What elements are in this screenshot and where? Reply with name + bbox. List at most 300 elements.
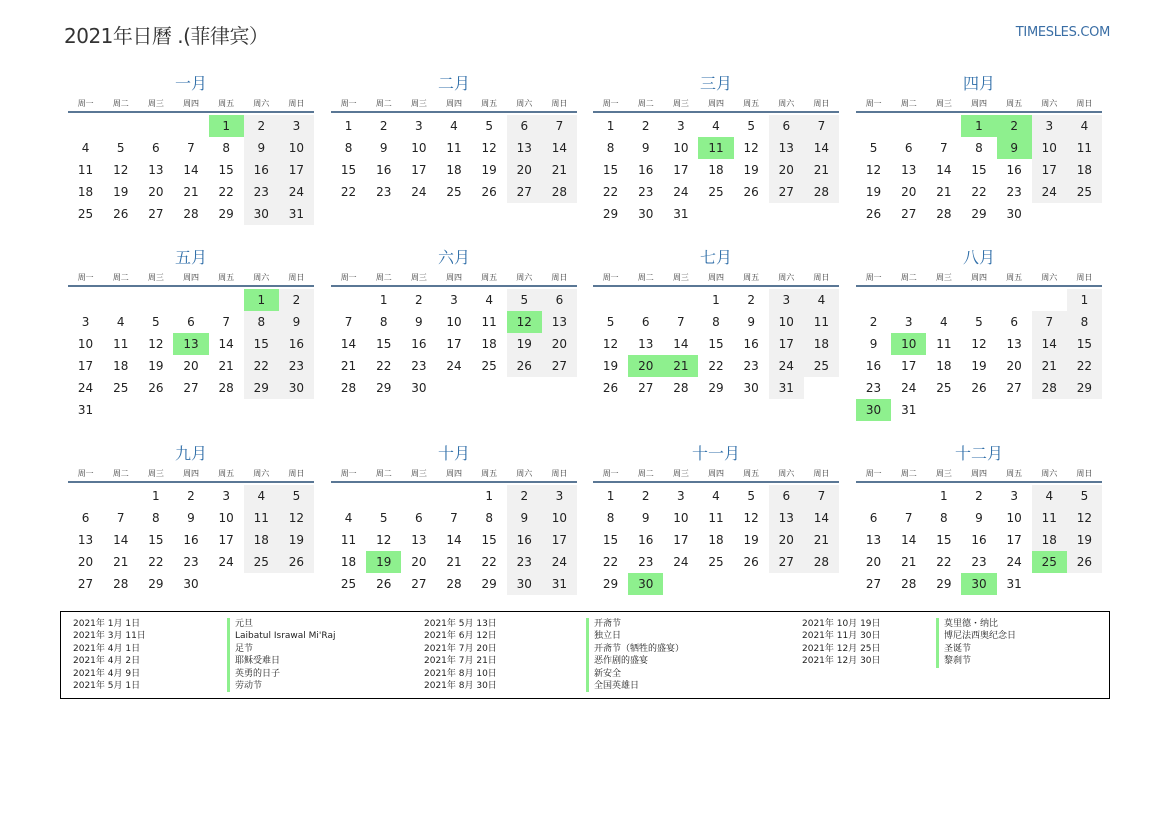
day-grid (331, 115, 577, 203)
day-cell-empty (68, 115, 103, 137)
day-cell: 30 (279, 377, 314, 399)
weekday-label: 周三 (935, 99, 952, 108)
day-cell: 28 (446, 577, 462, 591)
day-cell: 19 (865, 185, 882, 199)
day-cell-empty (593, 289, 628, 311)
day-cell: 13 (542, 311, 577, 333)
day-cell: 21 (936, 185, 952, 199)
day-cell-holiday: 12 (507, 311, 542, 333)
weekday-label: 周一 (340, 469, 357, 478)
day-cell: 9 (279, 311, 314, 333)
day-cell: 17 (1006, 533, 1022, 547)
holiday-date: 2021年 6月 12日 (424, 631, 497, 642)
day-cell: 8 (152, 511, 160, 525)
day-cell: 8 (344, 141, 353, 155)
day-cell-empty (1032, 289, 1067, 311)
day-cell: 28 (183, 207, 199, 221)
day-cell: 11 (113, 337, 129, 351)
day-cell: 8 (485, 511, 493, 525)
weekday-label: 周一 (340, 99, 357, 108)
day-cell-empty (961, 289, 996, 311)
day-cell: 2 (279, 289, 314, 311)
day-cell: 23 (1006, 185, 1022, 199)
weekday-label: 周二 (112, 273, 129, 282)
day-cell: 8 (222, 141, 230, 155)
day-cell: 26 (1067, 551, 1102, 573)
day-cell: 13 (77, 533, 94, 547)
holiday-name: 恶作剧的盛宴 (586, 655, 684, 667)
day-cell: 22 (936, 555, 952, 569)
weekday-label: 周一 (602, 469, 619, 478)
day-cell: 9 (975, 511, 983, 525)
day-cell: 18 (340, 555, 357, 569)
day-cell: 17 (769, 333, 804, 355)
day-cell: 29 (971, 207, 987, 221)
day-cell: 6 (187, 315, 195, 329)
day-cell: 25 (1067, 181, 1102, 203)
day-cell: 1 (940, 489, 948, 503)
day-cell: 24 (542, 551, 577, 573)
weekday-label: 周六 (778, 273, 795, 282)
day-cell: 22 (376, 359, 392, 373)
day-cell: 18 (804, 333, 839, 355)
day-cell-empty (173, 289, 208, 311)
day-cell: 14 (936, 163, 952, 177)
day-cell: 18 (1032, 529, 1067, 551)
day-cell: 10 (542, 507, 577, 529)
day-cell: 12 (743, 511, 759, 525)
day-cell: 18 (113, 359, 129, 373)
day-cell: 18 (481, 337, 497, 351)
day-cell: 16 (411, 337, 427, 351)
weekday-header (593, 467, 839, 483)
weekday-label: 周五 (1006, 469, 1023, 478)
day-cell: 20 (77, 555, 94, 569)
day-cell: 17 (77, 359, 94, 373)
day-cell-empty (401, 485, 436, 507)
holiday-name: 莫里德・纳比 (936, 618, 1016, 630)
day-cell: 14 (113, 533, 129, 547)
day-grid (856, 485, 1102, 595)
day-cell: 11 (244, 507, 279, 529)
day-cell: 28 (673, 381, 689, 395)
month-title: 二月 (437, 74, 470, 93)
day-cell: 3 (677, 119, 685, 133)
day-cell: 30 (411, 381, 427, 395)
day-cell: 28 (936, 207, 952, 221)
day-cell-empty (926, 115, 961, 137)
day-cell: 16 (865, 359, 882, 373)
day-cell: 4 (1032, 485, 1067, 507)
holiday-name: 新安全 (586, 668, 684, 680)
day-cell: 17 (411, 163, 427, 177)
day-cell: 27 (865, 577, 882, 591)
day-cell: 7 (542, 115, 577, 137)
month-block (856, 248, 1102, 421)
weekday-label: 周一 (865, 273, 882, 282)
day-cell: 23 (865, 381, 882, 395)
weekday-label: 周一 (77, 273, 94, 282)
day-cell: 5 (606, 315, 615, 329)
day-cell: 2 (507, 485, 542, 507)
day-cell-empty (628, 289, 663, 311)
day-cell: 9 (507, 507, 542, 529)
weekday-label: 周日 (813, 99, 830, 108)
day-cell: 22 (971, 185, 987, 199)
day-cell: 23 (638, 185, 654, 199)
holiday-dates-col-3 (802, 618, 881, 668)
month-block (331, 248, 577, 399)
day-cell: 7 (677, 315, 685, 329)
day-cell: 26 (507, 355, 542, 377)
day-cell: 2 (747, 293, 755, 307)
holiday-date: 2021年 4月 9日 (73, 668, 141, 679)
day-cell: 29 (1067, 377, 1102, 399)
day-cell: 11 (481, 315, 497, 329)
day-cell: 8 (606, 511, 615, 525)
day-cell: 21 (113, 555, 129, 569)
day-cell: 19 (481, 163, 497, 177)
day-cell: 12 (376, 533, 392, 547)
month-title: 六月 (437, 248, 470, 267)
day-cell: 29 (218, 207, 234, 221)
day-cell: 13 (507, 137, 542, 159)
holiday-date: 2021年 10月 19日 (802, 619, 881, 629)
day-cell: 7 (904, 511, 913, 525)
day-cell: 15 (481, 533, 497, 547)
weekday-label: 周日 (288, 273, 305, 282)
day-cell: 11 (804, 311, 839, 333)
day-cell: 27 (411, 577, 427, 591)
day-cell: 1 (606, 119, 615, 133)
day-cell-holiday: 10 (891, 333, 926, 355)
day-cell: 17 (218, 533, 234, 547)
day-cell: 18 (77, 185, 94, 199)
day-cell-empty (891, 289, 926, 311)
holiday-dates-col-2 (424, 618, 497, 692)
day-cell-holiday: 9 (997, 137, 1032, 159)
day-cell: 8 (379, 315, 388, 329)
day-cell: 15 (971, 163, 987, 177)
day-cell: 10 (769, 311, 804, 333)
weekday-label: 周四 (445, 469, 462, 478)
weekday-label: 周二 (900, 469, 917, 478)
day-cell: 3 (81, 315, 90, 329)
day-cell-empty (68, 485, 103, 507)
day-cell: 5 (152, 315, 160, 329)
month-block (856, 74, 1102, 225)
day-cell: 15 (244, 333, 279, 355)
day-cell: 27 (77, 577, 94, 591)
month-block (856, 444, 1102, 595)
day-cell: 10 (279, 137, 314, 159)
day-cell: 13 (769, 137, 804, 159)
day-cell: 3 (904, 315, 913, 329)
day-cell: 12 (971, 337, 987, 351)
weekday-label: 周二 (637, 469, 654, 478)
weekday-label: 周五 (218, 469, 235, 478)
day-cell: 16 (376, 163, 392, 177)
day-cell: 25 (244, 551, 279, 573)
holiday-dates-col-1 (73, 618, 146, 692)
month-title: 一月 (174, 74, 207, 93)
day-cell: 21 (804, 529, 839, 551)
day-cell: 15 (340, 163, 357, 177)
day-cell: 16 (1006, 163, 1022, 177)
day-cell-empty (209, 289, 244, 311)
holiday-name: 独立日 (586, 630, 684, 642)
day-cell: 5 (975, 315, 983, 329)
day-cell: 22 (244, 355, 279, 377)
day-cell: 31 (769, 377, 804, 399)
day-cell: 25 (708, 185, 724, 199)
day-cell: 15 (148, 533, 164, 547)
day-cell: 14 (804, 137, 839, 159)
day-cell: 22 (602, 555, 619, 569)
day-cell: 14 (340, 337, 357, 351)
holiday-name: 开斋节（牺牲的盛宴） (586, 643, 684, 655)
day-cell-empty (997, 289, 1032, 311)
day-cell-holiday: 2 (997, 115, 1032, 137)
day-cell: 9 (869, 337, 878, 351)
day-cell: 21 (340, 359, 357, 373)
weekday-label: 周日 (813, 469, 830, 478)
day-grid (856, 289, 1102, 421)
holiday-date: 2021年 12月 30日 (802, 656, 881, 667)
day-cell: 8 (244, 311, 279, 333)
day-cell: 31 (542, 573, 577, 595)
day-cell: 3 (450, 293, 458, 307)
day-cell: 3 (542, 485, 577, 507)
day-cell: 3 (1032, 115, 1067, 137)
day-cell-holiday: 20 (628, 355, 663, 377)
day-cell: 28 (804, 181, 839, 203)
weekday-label: 周一 (77, 99, 94, 108)
weekday-label: 周五 (1006, 99, 1023, 108)
day-cell: 4 (804, 289, 839, 311)
month-title: 十一月 (691, 444, 740, 463)
weekday-header (331, 467, 577, 483)
weekday-label: 周日 (288, 469, 305, 478)
day-cell: 20 (542, 333, 577, 355)
month-block (68, 74, 314, 225)
day-cell: 23 (971, 555, 987, 569)
weekday-label: 周五 (743, 273, 760, 282)
holiday-name: 英勇的日子 (227, 668, 335, 680)
day-cell: 6 (81, 511, 90, 525)
weekday-label: 周一 (602, 273, 619, 282)
day-cell-empty (663, 289, 698, 311)
weekday-label: 周六 (253, 99, 270, 108)
day-cell: 25 (113, 381, 129, 395)
weekday-header (593, 271, 839, 287)
month-block (331, 74, 577, 203)
weekday-label: 周三 (672, 99, 689, 108)
day-cell: 14 (901, 533, 917, 547)
day-cell: 26 (481, 185, 497, 199)
holiday-names-col-2 (586, 618, 684, 692)
day-cell: 6 (641, 315, 650, 329)
weekday-label: 周日 (551, 469, 568, 478)
day-cell: 24 (769, 355, 804, 377)
day-cell: 28 (1032, 377, 1067, 399)
day-cell: 19 (1067, 529, 1102, 551)
day-cell: 4 (81, 141, 90, 155)
day-cell: 13 (865, 533, 882, 547)
day-cell: 16 (507, 529, 542, 551)
day-cell: 11 (340, 533, 357, 547)
weekday-label: 周一 (602, 99, 619, 108)
day-cell: 8 (712, 315, 720, 329)
day-cell: 18 (936, 359, 952, 373)
day-cell: 2 (415, 293, 423, 307)
weekday-label: 周二 (637, 273, 654, 282)
weekday-label: 周六 (516, 99, 533, 108)
day-cell: 27 (148, 207, 164, 221)
weekday-header (68, 467, 314, 483)
day-cell: 24 (1032, 181, 1067, 203)
day-cell: 14 (1032, 333, 1067, 355)
day-cell: 1 (1067, 289, 1102, 311)
weekday-label: 周六 (1041, 469, 1058, 478)
day-cell: 3 (222, 489, 230, 503)
day-cell: 15 (602, 533, 619, 547)
weekday-label: 周日 (813, 273, 830, 282)
weekday-label: 周二 (900, 99, 917, 108)
day-cell: 12 (481, 141, 497, 155)
day-cell: 11 (708, 511, 724, 525)
day-cell: 4 (712, 489, 720, 503)
day-cell: 28 (340, 381, 357, 395)
weekday-label: 周四 (182, 469, 199, 478)
day-cell-empty (856, 115, 891, 137)
day-cell: 11 (446, 141, 462, 155)
day-cell: 31 (279, 203, 314, 225)
holiday-name: 博尼法西奥纪念日 (936, 630, 1016, 642)
day-cell: 9 (641, 141, 650, 155)
day-cell: 25 (340, 577, 357, 591)
holiday-date: 2021年 8月 10日 (424, 668, 497, 679)
day-cell: 22 (340, 185, 357, 199)
day-cell: 29 (602, 207, 619, 221)
weekday-label: 周日 (551, 273, 568, 282)
day-cell: 14 (542, 137, 577, 159)
day-cell-empty (926, 289, 961, 311)
weekday-label: 周四 (707, 99, 724, 108)
holiday-date: 2021年 7月 21日 (424, 656, 497, 667)
weekday-label: 周六 (516, 469, 533, 478)
day-cell: 2 (975, 489, 983, 503)
weekday-label: 周五 (218, 273, 235, 282)
weekday-header (68, 97, 314, 113)
site-link[interactable]: TIMESLES.COM (1015, 25, 1110, 40)
day-cell: 11 (1067, 137, 1102, 159)
day-grid (331, 289, 577, 399)
day-cell: 15 (708, 337, 724, 351)
day-cell: 17 (901, 359, 917, 373)
month-block (68, 444, 314, 595)
day-grid (593, 289, 839, 399)
day-cell: 14 (804, 507, 839, 529)
day-cell: 2 (641, 119, 650, 133)
weekday-label: 周四 (182, 273, 199, 282)
day-cell-empty (366, 485, 401, 507)
day-cell: 24 (1006, 555, 1022, 569)
month-block (68, 248, 314, 421)
day-cell: 26 (279, 551, 314, 573)
day-cell: 13 (901, 163, 917, 177)
day-cell: 6 (904, 141, 913, 155)
day-cell: 19 (279, 529, 314, 551)
day-cell: 8 (1067, 311, 1102, 333)
day-cell: 29 (481, 577, 497, 591)
day-cell: 9 (244, 137, 279, 159)
day-cell: 15 (218, 163, 234, 177)
day-cell: 25 (936, 381, 952, 395)
day-cell: 5 (1067, 485, 1102, 507)
day-cell: 18 (1067, 159, 1102, 181)
weekday-label: 周六 (1041, 99, 1058, 108)
day-cell: 22 (148, 555, 164, 569)
day-cell: 2 (641, 489, 650, 503)
day-cell: 14 (673, 337, 689, 351)
day-cell: 9 (187, 511, 195, 525)
day-cell: 28 (804, 551, 839, 573)
day-cell: 27 (1006, 381, 1022, 395)
day-cell: 13 (411, 533, 427, 547)
day-cell: 17 (446, 337, 462, 351)
weekday-label: 周五 (743, 469, 760, 478)
day-cell: 21 (446, 555, 462, 569)
day-grid (68, 115, 314, 225)
day-cell: 24 (446, 359, 462, 373)
weekday-label: 周二 (375, 469, 392, 478)
day-cell: 12 (865, 163, 882, 177)
weekday-label: 周三 (147, 469, 164, 478)
day-cell: 29 (708, 381, 724, 395)
day-cell: 27 (183, 381, 199, 395)
holiday-date: 2021年 5月 1日 (73, 680, 141, 691)
day-cell: 5 (279, 485, 314, 507)
day-cell-holiday: 11 (698, 137, 733, 159)
day-cell: 4 (450, 119, 458, 133)
day-cell: 12 (1067, 507, 1102, 529)
day-cell: 26 (743, 555, 759, 569)
weekday-label: 周四 (182, 99, 199, 108)
day-cell: 16 (244, 159, 279, 181)
weekday-label: 周四 (970, 99, 987, 108)
day-cell: 10 (673, 141, 689, 155)
day-cell: 20 (1006, 359, 1022, 373)
day-cell: 25 (77, 207, 94, 221)
day-cell: 5 (869, 141, 878, 155)
day-cell: 1 (152, 489, 160, 503)
day-cell-empty (68, 289, 103, 311)
weekday-label: 周日 (1076, 469, 1093, 478)
weekday-label: 周四 (970, 273, 987, 282)
month-title: 十月 (437, 444, 470, 463)
day-cell: 10 (673, 511, 689, 525)
day-cell: 26 (743, 185, 759, 199)
weekday-label: 周六 (516, 273, 533, 282)
day-cell: 10 (1006, 511, 1022, 525)
day-cell-empty (138, 115, 173, 137)
day-cell: 31 (77, 403, 94, 417)
day-cell: 7 (187, 141, 195, 155)
day-cell: 28 (218, 381, 234, 395)
day-cell: 26 (148, 381, 164, 395)
day-cell: 29 (244, 377, 279, 399)
